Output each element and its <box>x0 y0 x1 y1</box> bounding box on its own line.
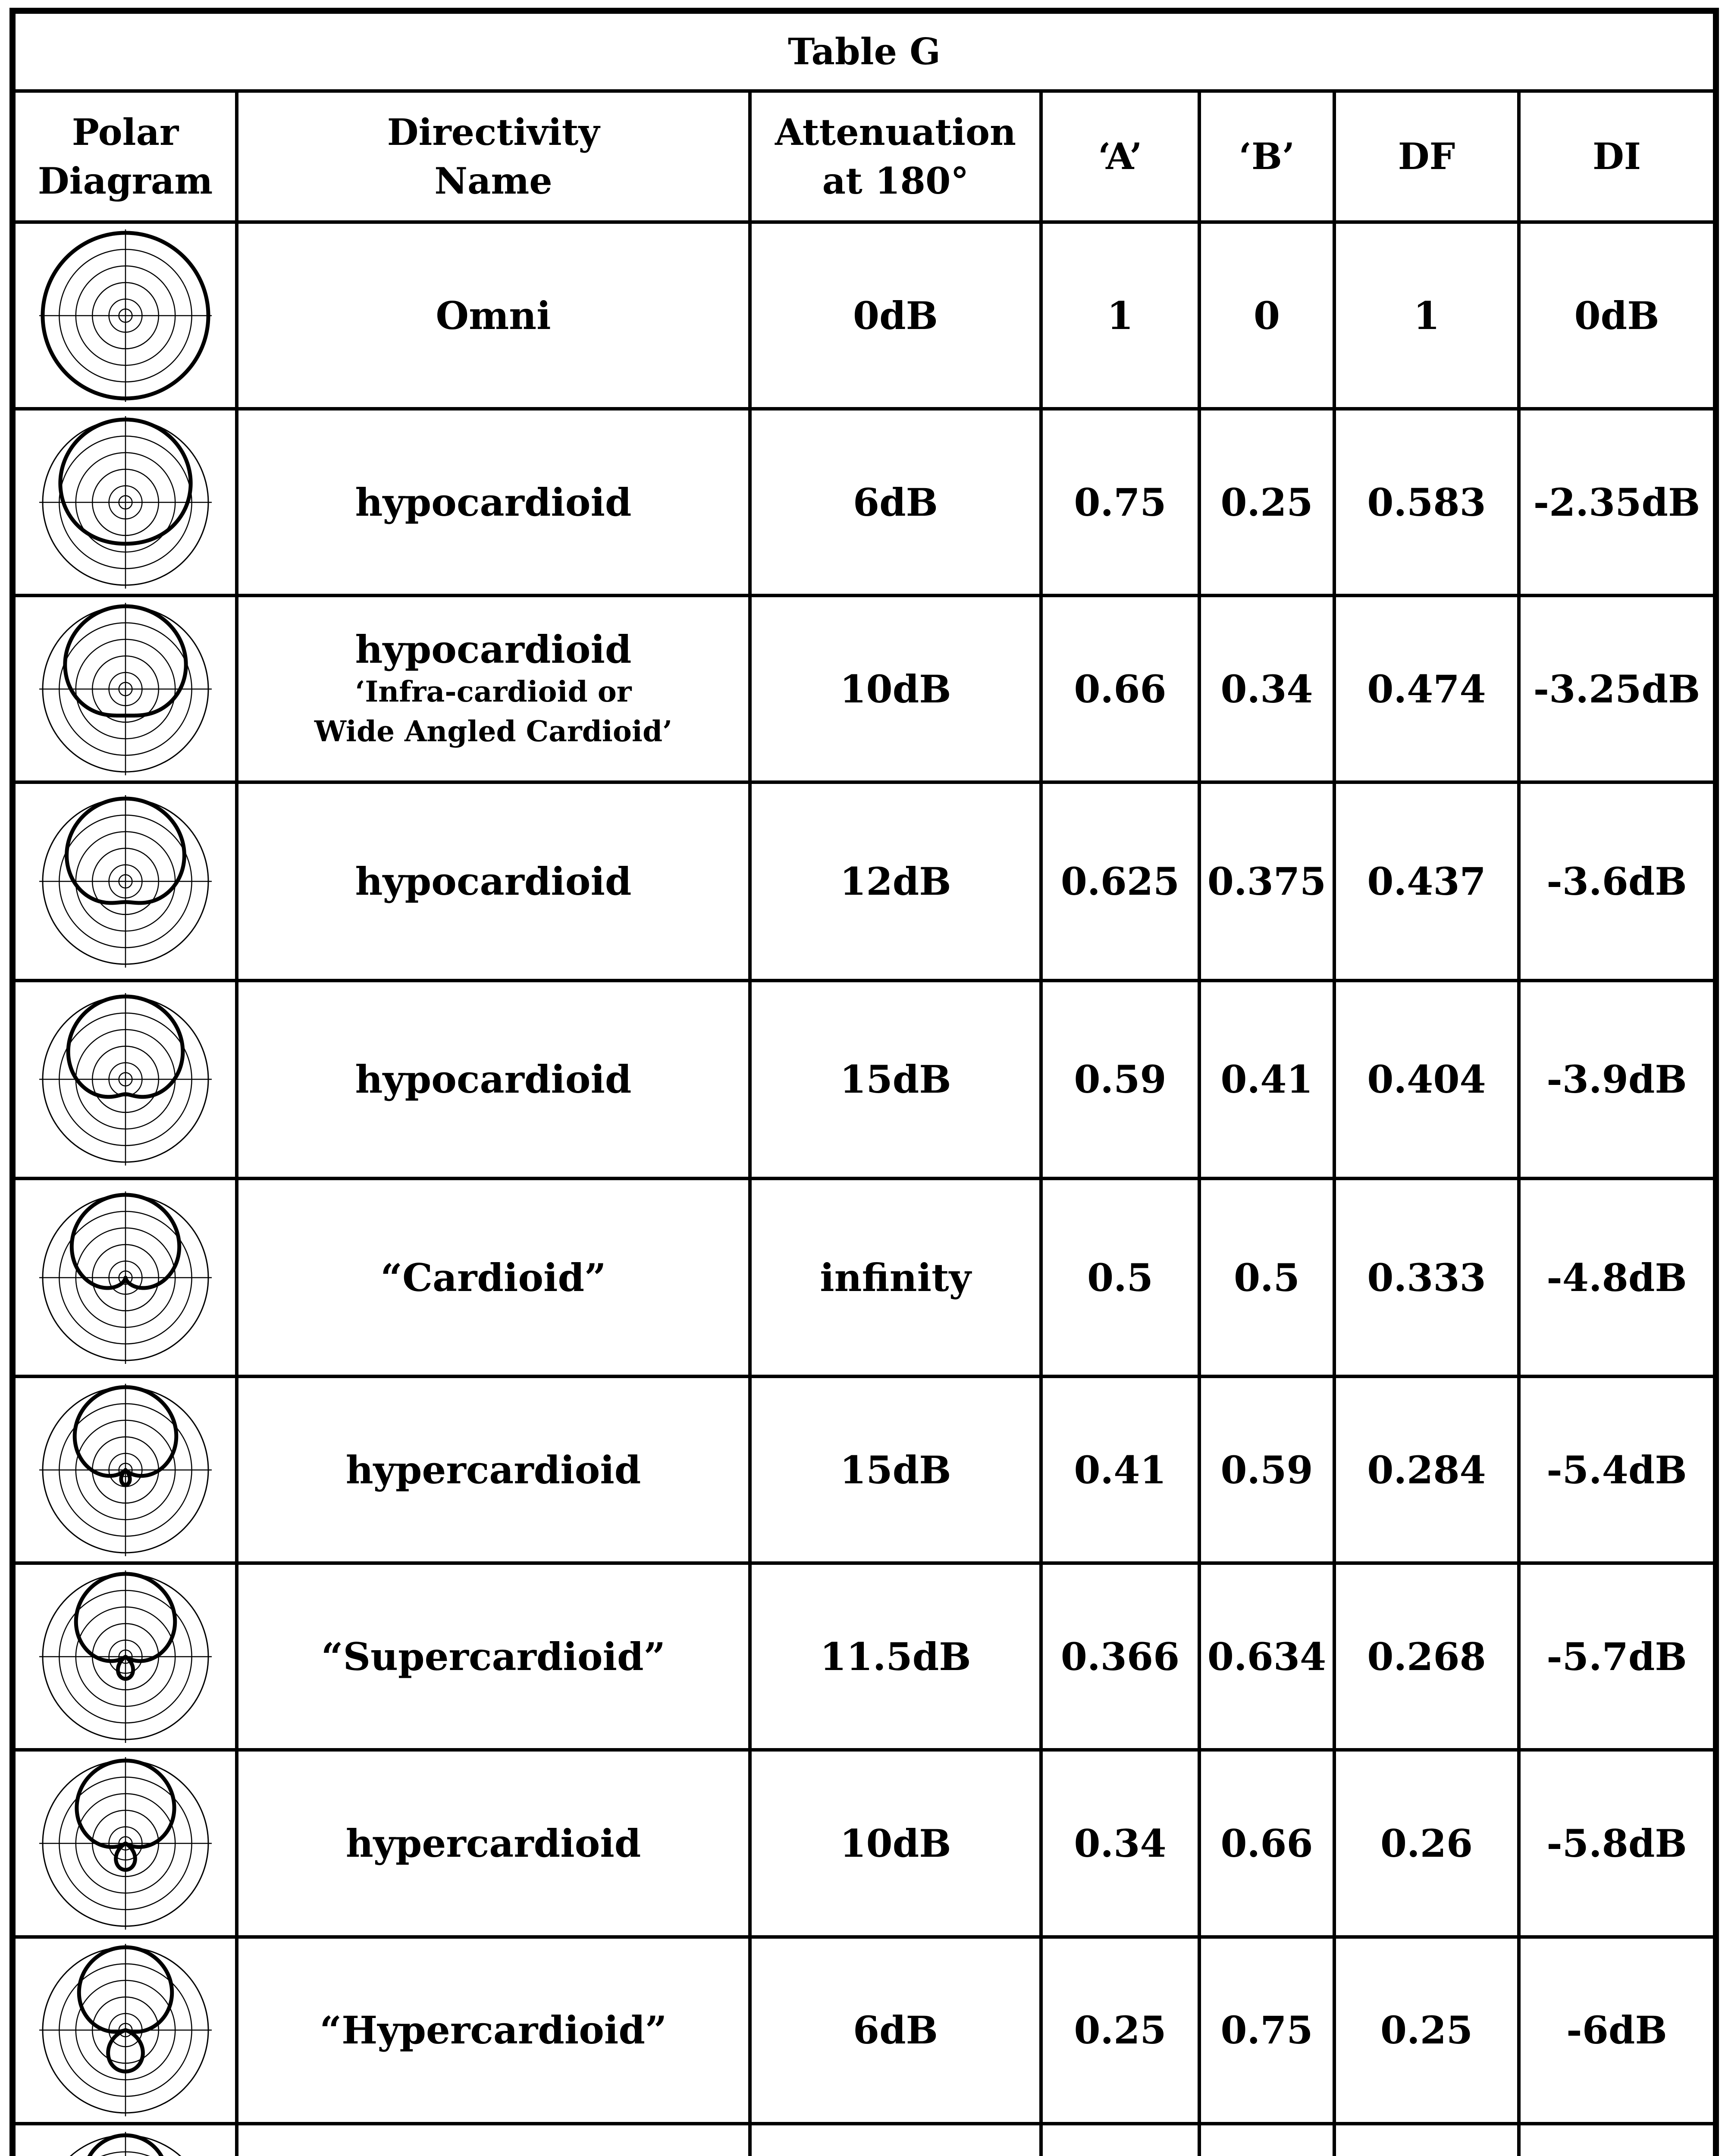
df-cell: 0.404 <box>1334 981 1519 1178</box>
header-name-line1: Directivity <box>387 110 600 154</box>
header-df: DF <box>1334 91 1519 222</box>
attenuation-cell <box>750 2124 1041 2156</box>
a-coefficient-cell: 0.75 <box>1041 409 1199 595</box>
directivity-name-cell <box>237 409 750 595</box>
polar-diagram-cell <box>13 1937 237 2124</box>
directivity-name-cell <box>237 1563 750 1750</box>
directivity-name: “Supercardioid” <box>321 1634 666 1679</box>
polar-diagram-cell <box>13 1563 237 1750</box>
df-cell: 0.583 <box>1334 409 1519 595</box>
di-cell: 0dB <box>1519 222 1716 409</box>
di-cell: -5.4dB <box>1519 1376 1716 1563</box>
polar-diagram <box>39 1384 212 1556</box>
directivity-name-subtitle: ‘Infra-cardioid or <box>355 674 632 708</box>
directivity-name: hypercardioid <box>345 1821 641 1866</box>
a-coefficient-cell: 1 <box>1041 222 1199 409</box>
polar-diagram <box>39 1757 212 1930</box>
directivity-name-cell <box>237 1750 750 1937</box>
di-cell <box>1519 2124 1716 2156</box>
table-row <box>13 981 1716 1178</box>
di-cell: -4.8dB <box>1519 1178 1716 1376</box>
a-coefficient-cell <box>1041 2124 1199 2156</box>
directivity-name: hypocardioid <box>355 627 632 672</box>
directivity-name-cell <box>237 595 750 782</box>
df-cell: 0.474 <box>1334 595 1519 782</box>
header-b: ‘B’ <box>1199 91 1334 222</box>
a-coefficient-cell: 0.41 <box>1041 1376 1199 1563</box>
polar-diagram-cell <box>13 409 237 595</box>
b-coefficient-cell: 0 <box>1199 222 1334 409</box>
directivity-name-cell <box>237 981 750 1178</box>
header-polar-diagram <box>13 91 237 222</box>
polar-diagram-cell <box>13 1750 237 1937</box>
header-name-line2: Name <box>434 160 552 202</box>
b-coefficient-cell: 0.59 <box>1199 1376 1334 1563</box>
table-body <box>13 222 1716 2156</box>
b-coefficient-cell: 0.34 <box>1199 595 1334 782</box>
polar-diagram <box>39 1944 212 2116</box>
header-polar-line2: Diagram <box>38 160 213 202</box>
df-cell <box>1334 2124 1519 2156</box>
polar-diagram-cell <box>13 1178 237 1376</box>
b-coefficient-cell: 0.375 <box>1199 782 1334 980</box>
a-coefficient-cell: 0.366 <box>1041 1563 1199 1750</box>
polar-diagram-cell <box>13 1376 237 1563</box>
table-row <box>13 1563 1716 1750</box>
df-cell: 0.284 <box>1334 1376 1519 1563</box>
directivity-name-cell <box>237 1178 750 1376</box>
polar-diagram <box>39 1570 212 1743</box>
directivity-name: hypocardioid <box>355 1057 632 1102</box>
directivity-name: “Cardioid” <box>380 1255 606 1300</box>
di-cell: -2.35dB <box>1519 409 1716 595</box>
attenuation-cell: infinity <box>750 1178 1041 1376</box>
attenuation-cell: 11.5dB <box>750 1563 1041 1750</box>
table-row <box>13 782 1716 980</box>
attenuation-cell: 10dB <box>750 1750 1041 1937</box>
attenuation-cell: 6dB <box>750 1937 1041 2124</box>
attenuation-cell: 12dB <box>750 782 1041 980</box>
directivity-name: “Hypercardioid” <box>320 2008 667 2053</box>
df-cell: 1 <box>1334 222 1519 409</box>
attenuation-cell: 6dB <box>750 409 1041 595</box>
header-polar-line1: Polar <box>72 110 179 154</box>
b-coefficient-cell: 0.75 <box>1199 1937 1334 2124</box>
polar-diagram <box>39 795 212 968</box>
table-row <box>13 1937 1716 2124</box>
table-row <box>13 595 1716 782</box>
attenuation-cell: 0dB <box>750 222 1041 409</box>
attenuation-cell: 10dB <box>750 595 1041 782</box>
directivity-name-cell <box>237 782 750 980</box>
directivity-name-cell <box>237 1937 750 2124</box>
a-coefficient-cell: 0.625 <box>1041 782 1199 980</box>
directivity-table <box>9 8 1719 2156</box>
polar-diagram-cell <box>13 595 237 782</box>
attenuation-cell: 15dB <box>750 1376 1041 1563</box>
df-cell: 0.26 <box>1334 1750 1519 1937</box>
polar-diagram <box>39 603 212 775</box>
di-cell: -3.25dB <box>1519 595 1716 782</box>
directivity-name: hypercardioid <box>345 1447 641 1492</box>
b-coefficient-cell: 0.41 <box>1199 981 1334 1178</box>
header-di: DI <box>1519 91 1716 222</box>
polar-diagram <box>39 229 212 402</box>
directivity-name: hypocardioid <box>355 479 632 525</box>
df-cell: 0.333 <box>1334 1178 1519 1376</box>
directivity-name-cell <box>237 222 750 409</box>
attenuation-cell: 15dB <box>750 981 1041 1178</box>
polar-diagram <box>39 416 212 589</box>
header-attenuation-line2: at 180° <box>822 160 969 202</box>
directivity-name-cell <box>237 1376 750 1563</box>
di-cell: -3.6dB <box>1519 782 1716 980</box>
a-coefficient-cell: 0.25 <box>1041 1937 1199 2124</box>
header-a: ‘A’ <box>1041 91 1199 222</box>
polar-diagram <box>39 993 212 1166</box>
b-coefficient-cell: 0.25 <box>1199 409 1334 595</box>
directivity-name: hypocardioid <box>355 859 632 904</box>
b-coefficient-cell: 0.66 <box>1199 1750 1334 1937</box>
table-row <box>13 1178 1716 1376</box>
a-coefficient-cell: 0.5 <box>1041 1178 1199 1376</box>
polar-diagram-cell <box>13 782 237 980</box>
polar-diagram <box>39 1191 212 1364</box>
table-title: Table G <box>13 11 1716 91</box>
di-cell: -6dB <box>1519 1937 1716 2124</box>
header-row <box>13 91 1716 222</box>
b-coefficient-cell <box>1199 2124 1334 2156</box>
table-row <box>13 2124 1716 2156</box>
directivity-name-cell <box>237 2124 750 2156</box>
polar-diagram-cell <box>13 981 237 1178</box>
di-cell: -3.9dB <box>1519 981 1716 1178</box>
header-directivity-name <box>237 91 750 222</box>
di-cell: -5.7dB <box>1519 1563 1716 1750</box>
df-cell: 0.437 <box>1334 782 1519 980</box>
header-attenuation-line1: Attenuation <box>775 110 1016 154</box>
df-cell: 0.268 <box>1334 1563 1519 1750</box>
a-coefficient-cell: 0.66 <box>1041 595 1199 782</box>
a-coefficient-cell: 0.34 <box>1041 1750 1199 1937</box>
directivity-name-subtitle: Wide Angled Cardioid’ <box>314 714 673 748</box>
di-cell: -5.8dB <box>1519 1750 1716 1937</box>
polar-diagram <box>39 2132 212 2156</box>
directivity-name: Omni <box>436 293 551 338</box>
table-row <box>13 409 1716 595</box>
df-cell: 0.25 <box>1334 1937 1519 2124</box>
table-row <box>13 1750 1716 1937</box>
a-coefficient-cell: 0.59 <box>1041 981 1199 1178</box>
b-coefficient-cell: 0.5 <box>1199 1178 1334 1376</box>
table-row <box>13 1376 1716 1563</box>
table-row <box>13 222 1716 409</box>
header-attenuation <box>750 91 1041 222</box>
b-coefficient-cell: 0.634 <box>1199 1563 1334 1750</box>
polar-diagram-cell <box>13 2124 237 2156</box>
polar-diagram-cell <box>13 222 237 409</box>
